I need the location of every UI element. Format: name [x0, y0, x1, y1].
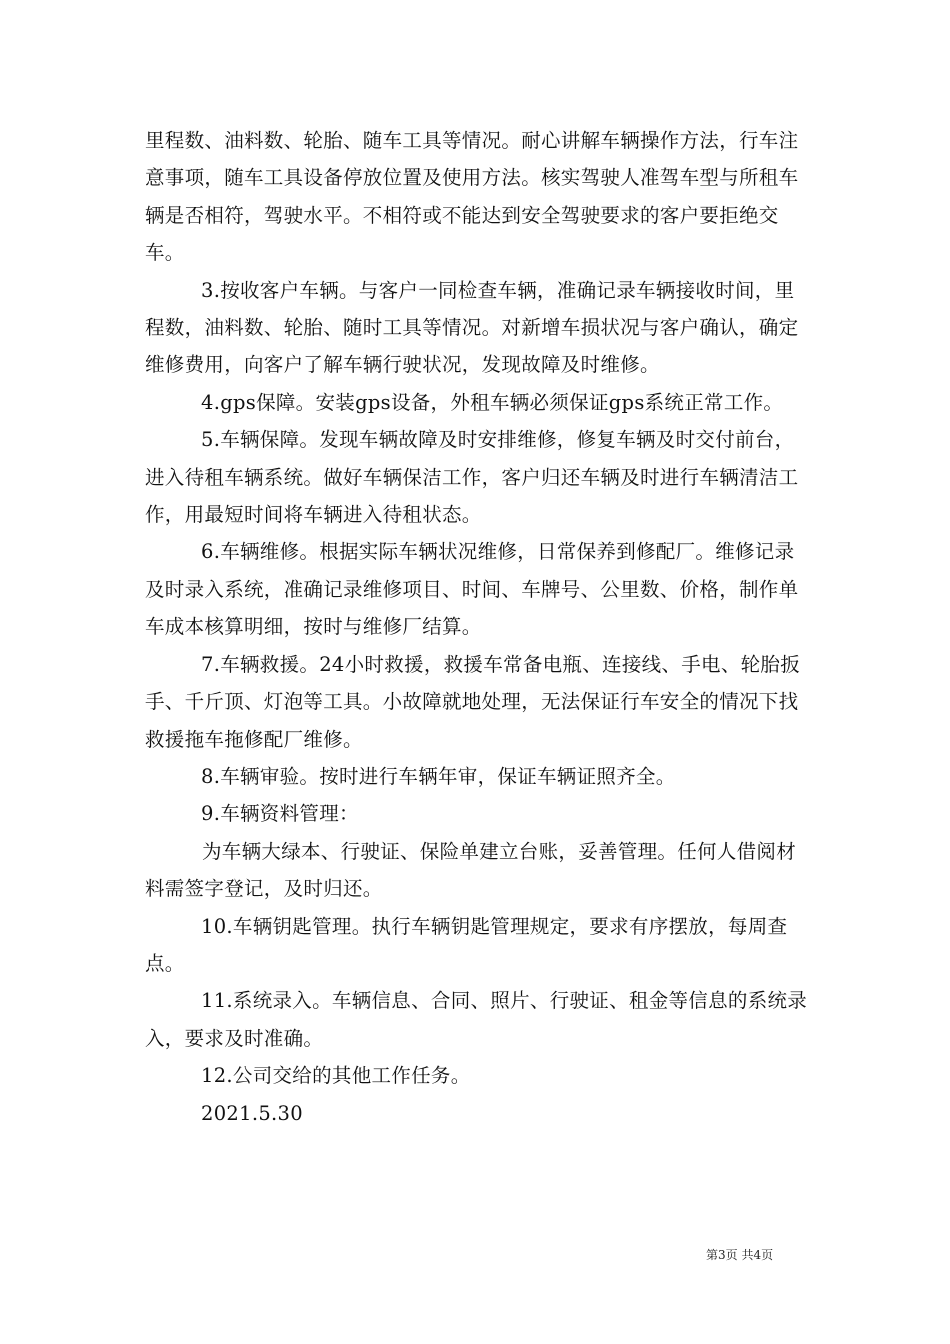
paragraph-item-7: 7.车辆救援。24小时救援，救援车常备电瓶、连接线、手电、轮胎扳手、千斤顶、灯泡等工具。小故障就地处理，无法保证行车安全的情况下找救援拖车拖修配厂维修。	[145, 652, 801, 751]
paragraph-item-8: 8.车辆审验。按时进行车辆年审，保证车辆证照齐全。	[201, 764, 676, 788]
document-date: 2021.5.30	[201, 1101, 303, 1125]
paragraph-item-9-detail: 为车辆大绿本、行驶证、保险单建立台账，妥善管理。任何人借阅材料需签字登记，及时归还。	[145, 839, 797, 901]
paragraph-item-6: 6.车辆维修。根据实际车辆状况维修，日常保养到修配厂。维修记录及时录入系统，准确记录维修项目、时间、车牌号、公里数、价格，制作单车成本核算明细，按时与维修厂结算。	[145, 540, 799, 639]
paragraph-continued: 里程数、油料数、轮胎、随车工具等情况。耐心讲解车辆操作方法，行车注意事项，随车工具设备停放位置及使用方法。核实驾驶人准驾车型与所租车辆是否相符，驾驶水平。不相符或不能达到安全驾驶要求的客户要拒绝交车。	[145, 129, 799, 265]
paragraph-item-9: 9.车辆资料管理：	[201, 802, 359, 826]
paragraph-item-10: 10.车辆钥匙管理。执行车辆钥匙管理规定，要求有序摆放，每周查点。	[145, 914, 788, 975]
paragraph-item-4: 4.gps保障。安装gps设备，外租车辆必须保证gps系统正常工作。	[201, 390, 784, 414]
paragraph-item-12: 12.公司交给的其他工作任务。	[201, 1064, 471, 1088]
page-footer: 第3页 共4页	[706, 1248, 774, 1262]
paragraph-item-5: 5.车辆保障。发现车辆故障及时安排维修，修复车辆及时交付前台，进入待租车辆系统。做好车辆保洁工作，客户归还车辆及时进行车辆清洁工作，用最短时间将车辆进入待租状态。	[145, 428, 799, 527]
document-body	[145, 122, 810, 1132]
paragraph-item-3: 3.按收客户车辆。与客户一同检查车辆，准确记录车辆接收时间，里程数，油料数、轮胎、随时工具等情况。对新增车损状况与客户确认，确定维修费用，向客户了解车辆行驶状况，发现故障及时维修。	[145, 278, 799, 377]
paragraph-item-11: 11.系统录入。车辆信息、合同、照片、行驶证、租金等信息的系统录入，要求及时准确。	[145, 989, 808, 1050]
